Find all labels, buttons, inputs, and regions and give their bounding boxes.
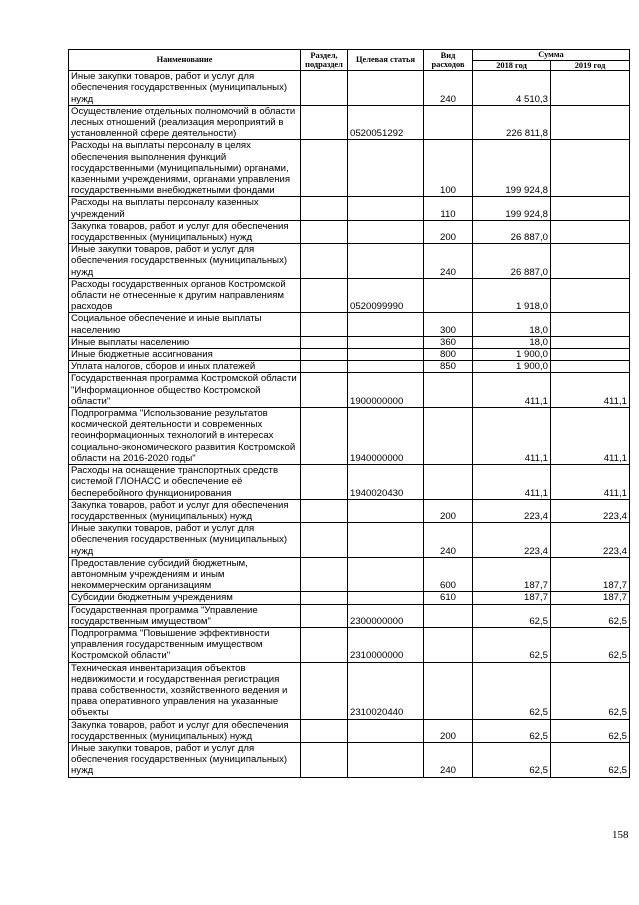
cell-section (301, 408, 348, 465)
cell-target-article: 0520051292 (348, 105, 424, 140)
cell-sum-2019 (551, 105, 630, 140)
cell-expense-type: 240 (424, 244, 473, 279)
cell-sum-2019: 223,4 (551, 523, 630, 558)
cell-expense-type (424, 465, 473, 500)
table-row (69, 349, 630, 361)
cell-name: Социальное обеспечение и иные выплаты населению (69, 313, 301, 336)
table-header (69, 50, 630, 71)
table-row (69, 523, 630, 558)
cell-expense-type (424, 278, 473, 313)
cell-sum-2018: 62,5 (473, 742, 551, 777)
cell-sum-2019: 62,5 (551, 742, 630, 777)
cell-expense-type (424, 662, 473, 719)
cell-section (301, 523, 348, 558)
header-name: Наименование (69, 50, 301, 71)
cell-sum-2018: 223,4 (473, 523, 551, 558)
cell-section (301, 140, 348, 197)
table-row (69, 557, 630, 592)
header-target: Целевая статья (348, 50, 424, 71)
cell-name: Уплата налогов, сборов и иных платежей (69, 361, 301, 373)
cell-expense-type: 240 (424, 71, 473, 106)
cell-sum-2019 (551, 71, 630, 106)
table-row (69, 197, 630, 220)
cell-sum-2019: 62,5 (551, 719, 630, 742)
cell-sum-2018: 411,1 (473, 373, 551, 408)
cell-target-article: 1940000000 (348, 408, 424, 465)
cell-section (301, 499, 348, 522)
cell-target-article (348, 336, 424, 348)
cell-name: Закупка товаров, работ и услуг для обеспечения государственных (муниципальных) нужд (69, 499, 301, 522)
cell-expense-type (424, 408, 473, 465)
cell-expense-type (424, 373, 473, 408)
cell-expense-type: 110 (424, 197, 473, 220)
cell-sum-2019 (551, 278, 630, 313)
cell-target-article (348, 499, 424, 522)
cell-section (301, 662, 348, 719)
page-number: 158 (612, 829, 629, 841)
cell-name: Расходы на оснащение транспортных средств системой ГЛОНАСС и обеспечение её бесперебойного функционирования (69, 465, 301, 500)
cell-sum-2018: 18,0 (473, 313, 551, 336)
table-row (69, 220, 630, 243)
cell-name: Техническая инвентаризация объектов недвижимости и государственная регистрация права собственности, хозяйственного ведения и права оперативного управления на указанные объекты (69, 662, 301, 719)
cell-section (301, 197, 348, 220)
cell-section (301, 105, 348, 140)
cell-sum-2019: 187,7 (551, 592, 630, 604)
cell-sum-2019 (551, 244, 630, 279)
cell-sum-2018: 62,5 (473, 627, 551, 662)
cell-sum-2018: 187,7 (473, 592, 551, 604)
cell-expense-type: 850 (424, 361, 473, 373)
header-section: Раздел, подраздел (301, 50, 348, 71)
cell-target-article: 2300000000 (348, 604, 424, 627)
cell-sum-2019: 411,1 (551, 465, 630, 500)
cell-target-article (348, 197, 424, 220)
cell-sum-2018: 62,5 (473, 662, 551, 719)
table-row (69, 313, 630, 336)
cell-sum-2018: 62,5 (473, 719, 551, 742)
cell-sum-2019: 411,1 (551, 373, 630, 408)
table-row (69, 336, 630, 348)
cell-name: Иные закупки товаров, работ и услуг для обеспечения государственных (муниципальных) нужд (69, 244, 301, 279)
cell-section (301, 465, 348, 500)
cell-expense-type: 240 (424, 742, 473, 777)
cell-name: Иные закупки товаров, работ и услуг для обеспечения государственных (муниципальных) нужд (69, 742, 301, 777)
cell-name: Субсидии бюджетным учреждениям (69, 592, 301, 604)
cell-expense-type: 610 (424, 592, 473, 604)
cell-target-article (348, 361, 424, 373)
cell-expense-type: 300 (424, 313, 473, 336)
header-type: Вид расходов (424, 50, 473, 71)
table-row (69, 105, 630, 140)
cell-expense-type: 240 (424, 523, 473, 558)
table-row (69, 278, 630, 313)
cell-name: Расходы на выплаты персоналу казенных учреждений (69, 197, 301, 220)
cell-section (301, 313, 348, 336)
cell-name: Подпрограмма "Использование результатов космической деятельности и современных геоинформационных технологий в интересах социально-экономического развития Костромской области на 2016-2020 годы" (69, 408, 301, 465)
cell-target-article (348, 71, 424, 106)
budget-table (68, 49, 630, 778)
header-sum: Сумма (473, 50, 630, 61)
cell-sum-2018: 1 900,0 (473, 349, 551, 361)
cell-name: Иные выплаты населению (69, 336, 301, 348)
table-row (69, 499, 630, 522)
cell-section (301, 336, 348, 348)
cell-sum-2018: 411,1 (473, 408, 551, 465)
cell-sum-2019 (551, 313, 630, 336)
table-row (69, 373, 630, 408)
cell-sum-2019 (551, 349, 630, 361)
cell-expense-type: 200 (424, 719, 473, 742)
cell-section (301, 71, 348, 106)
cell-name: Государственная программа "Управление государственным имуществом" (69, 604, 301, 627)
cell-sum-2018: 26 887,0 (473, 244, 551, 279)
cell-section (301, 557, 348, 592)
cell-sum-2018: 62,5 (473, 604, 551, 627)
cell-target-article: 0520099990 (348, 278, 424, 313)
cell-sum-2019 (551, 140, 630, 197)
cell-name: Иные закупки товаров, работ и услуг для обеспечения государственных (муниципальных) нужд (69, 523, 301, 558)
cell-target-article (348, 742, 424, 777)
table-row (69, 627, 630, 662)
cell-target-article: 1940020430 (348, 465, 424, 500)
cell-section (301, 349, 348, 361)
cell-name: Подпрограмма "Повышение эффективности управления государственным имуществом Костромской области" (69, 627, 301, 662)
cell-sum-2018: 4 510,3 (473, 71, 551, 106)
cell-section (301, 719, 348, 742)
cell-sum-2019: 223,4 (551, 499, 630, 522)
cell-target-article (348, 523, 424, 558)
cell-target-article: 2310020440 (348, 662, 424, 719)
table-row (69, 662, 630, 719)
cell-expense-type: 200 (424, 499, 473, 522)
cell-sum-2018: 1 900,0 (473, 361, 551, 373)
cell-section (301, 278, 348, 313)
cell-target-article: 1900000000 (348, 373, 424, 408)
cell-section (301, 742, 348, 777)
cell-target-article (348, 592, 424, 604)
cell-expense-type (424, 627, 473, 662)
cell-section (301, 604, 348, 627)
cell-sum-2018: 199 924,8 (473, 140, 551, 197)
cell-sum-2019 (551, 361, 630, 373)
cell-section (301, 592, 348, 604)
table-row (69, 742, 630, 777)
cell-sum-2019: 62,5 (551, 662, 630, 719)
cell-target-article (348, 140, 424, 197)
cell-sum-2019 (551, 197, 630, 220)
cell-target-article (348, 557, 424, 592)
cell-expense-type: 360 (424, 336, 473, 348)
cell-sum-2018: 223,4 (473, 499, 551, 522)
table-row (69, 408, 630, 465)
cell-section (301, 244, 348, 279)
header-year-2019: 2019 год (551, 60, 630, 71)
cell-name: Осуществление отдельных полномочий в области лесных отношений (реализация мероприятий в установленной сфере деятельности) (69, 105, 301, 140)
table-row (69, 244, 630, 279)
cell-name: Иные бюджетные ассигнования (69, 349, 301, 361)
cell-target-article (348, 244, 424, 279)
cell-expense-type (424, 604, 473, 627)
cell-sum-2019 (551, 336, 630, 348)
header-year-2018: 2018 год (473, 60, 551, 71)
table-row (69, 361, 630, 373)
cell-target-article: 2310000000 (348, 627, 424, 662)
cell-name: Расходы на выплаты персоналу в целях обеспечения выполнения функций государственными (муниципальными) органами, казенными учреждениями, органами управления государственными внебюджетными фондами (69, 140, 301, 197)
cell-sum-2018: 411,1 (473, 465, 551, 500)
cell-name: Закупка товаров, работ и услуг для обеспечения государственных (муниципальных) нужд (69, 719, 301, 742)
cell-name: Государственная программа Костромской области "Информационное общество Костромской области" (69, 373, 301, 408)
cell-name: Предоставление субсидий бюджетным, автономным учреждениям и иным некоммерческим организациям (69, 557, 301, 592)
cell-sum-2019: 62,5 (551, 627, 630, 662)
cell-name: Иные закупки товаров, работ и услуг для обеспечения государственных (муниципальных) нужд (69, 71, 301, 106)
cell-sum-2018: 18,0 (473, 336, 551, 348)
cell-name: Закупка товаров, работ и услуг для обеспечения государственных (муниципальных) нужд (69, 220, 301, 243)
cell-section (301, 627, 348, 662)
cell-expense-type: 600 (424, 557, 473, 592)
cell-sum-2019: 62,5 (551, 604, 630, 627)
table-row (69, 604, 630, 627)
table-row (69, 140, 630, 197)
cell-sum-2018: 26 887,0 (473, 220, 551, 243)
cell-target-article (348, 313, 424, 336)
cell-sum-2019: 411,1 (551, 408, 630, 465)
cell-sum-2019: 187,7 (551, 557, 630, 592)
cell-section (301, 220, 348, 243)
table-row (69, 71, 630, 106)
cell-expense-type (424, 105, 473, 140)
cell-sum-2018: 1 918,0 (473, 278, 551, 313)
table-row (69, 592, 630, 604)
cell-section (301, 361, 348, 373)
cell-name: Расходы государственных органов Костромской области не отнесенные к другим направлениям расходов (69, 278, 301, 313)
cell-expense-type: 100 (424, 140, 473, 197)
cell-expense-type: 800 (424, 349, 473, 361)
cell-target-article (348, 349, 424, 361)
cell-sum-2019 (551, 220, 630, 243)
table-row (69, 465, 630, 500)
cell-sum-2018: 199 924,8 (473, 197, 551, 220)
table-row (69, 719, 630, 742)
cell-section (301, 373, 348, 408)
cell-sum-2018: 226 811,8 (473, 105, 551, 140)
cell-sum-2018: 187,7 (473, 557, 551, 592)
cell-target-article (348, 719, 424, 742)
cell-expense-type: 200 (424, 220, 473, 243)
cell-target-article (348, 220, 424, 243)
table-body (69, 71, 630, 777)
